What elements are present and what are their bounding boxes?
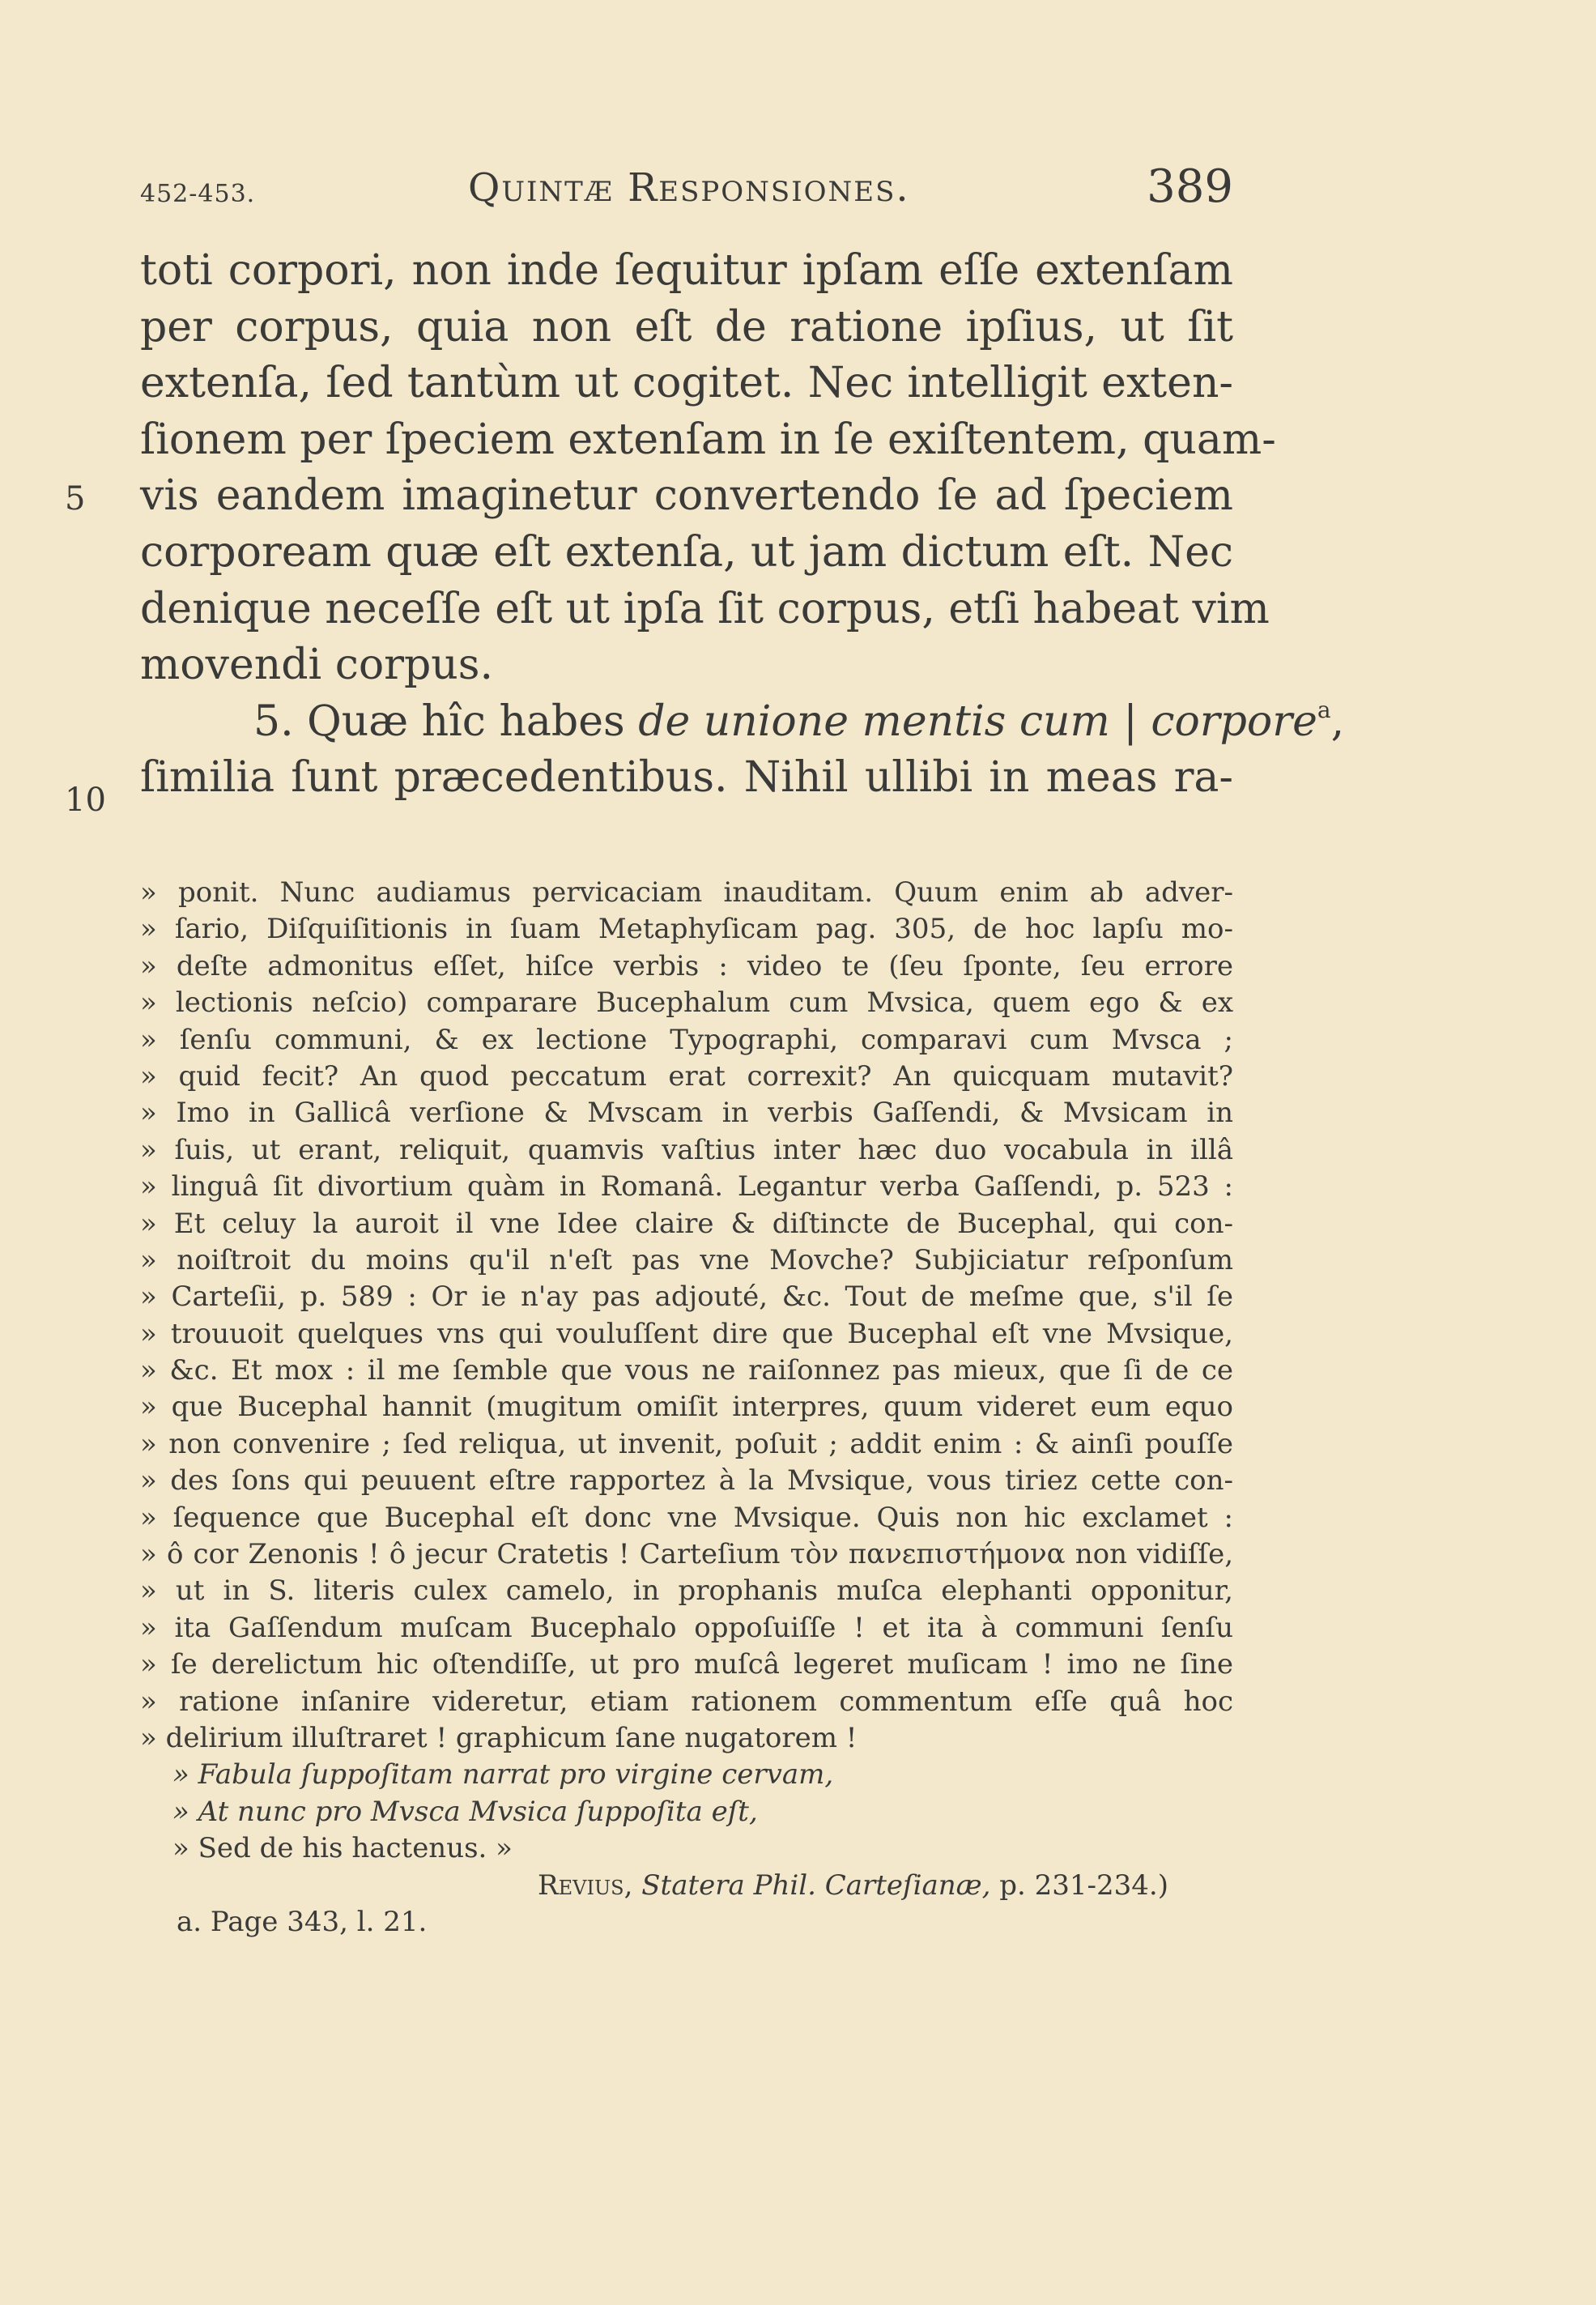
citation-pages: p. 231-234.) — [999, 1868, 1168, 1902]
footnote-line: » ſario, Diſquiſitionis in ſuam Metaphyſicam pag. 305, de hoc lapſu mo- — [140, 913, 1233, 946]
main-line: extenſa, ſed tantùm ut cogitet. Nec intelligit exten- — [140, 359, 1233, 408]
footnote-block — [140, 875, 1233, 1941]
footnote-line: » ſuis, ut erant, reliquit, quamvis vaſtius inter hæc duo vocabula in illâ — [140, 1133, 1233, 1166]
citation — [140, 1868, 1233, 1904]
main-line: corpoream quæ eſt extenſa, ut jam dictum eſt. Nec — [140, 527, 1233, 577]
footnote-line: » ſenſu communi, & ex lectione Typographi, comparavi cum Mvsca ; — [140, 1023, 1233, 1056]
main-line: ſionem per ſpeciem extenſam in ſe exiſtentem, quam- — [140, 415, 1276, 464]
page-number: 389 — [1147, 160, 1233, 213]
footnote-line: » ratione inſanire videretur, etiam rationem commentum eſſe quâ hoc — [140, 1685, 1233, 1718]
footnote-line: » non convenire ; ſed reliqua, ut invenit, poſuit ; addit enim : & ainſi pouſſe — [140, 1427, 1233, 1460]
verse-line: » At nunc pro Mvsca Mvsica ſuppoſita eſt, — [172, 1795, 758, 1828]
running-title: Quintæ Responsiones. — [468, 165, 910, 211]
footnote-line: » Et celuy la auroit il vne Idee claire & diſtincte de Bucephal, qui con- — [140, 1207, 1233, 1240]
line-number-5: 5 — [65, 480, 86, 518]
main-line: vis eandem imaginetur convertendo ſe ad ſpeciem — [140, 471, 1233, 521]
footnote-line: » ita Gaſſendum muſcam Bucephalo oppoſuiſſe ! et ita à communi ſenſu — [140, 1611, 1233, 1644]
main-line: denique neceſſe eſt ut ipſa ſit corpus, etſi habeat vim — [140, 584, 1270, 633]
main-text — [140, 243, 1345, 807]
footnote-line: » ô cor Zenonis ! ô jecur Cratetis ! Carteſium τὸν πανεπιστήμονα non vidiſſe, — [140, 1538, 1233, 1571]
footnote-line: » ſequence que Bucephal eſt donc vne Mvsique. Quis non hic exclamet : — [140, 1501, 1233, 1534]
footnote-a: a. Page 343, l. 21. — [177, 1905, 428, 1938]
footnote-line: » ponit. Nunc audiamus pervicaciam inauditam. Quum enim ab adver- — [140, 876, 1233, 909]
main-line: ſimilia ſunt præcedentibus. Nihil ullibi in meas ra- — [140, 753, 1233, 803]
para5-italic-2: corpore — [1151, 697, 1317, 746]
footnote-line: » &c. Et mox : il me ſemble que vous ne raiſonnez pas mieux, que ſi de ce — [140, 1354, 1233, 1387]
verse-line: » Fabula ſuppoſitam narrat pro virgine cervam, — [172, 1758, 834, 1792]
para5-start: 5. Quæ hîc habes — [253, 697, 639, 746]
page-range: 452-453. — [140, 180, 256, 208]
main-line: per corpus, quia non eſt de ratione ipſius, ut ſit — [140, 302, 1233, 352]
footnote-line: » Carteſii, p. 589 : Or ie n'ay pas adjouté, &c. Tout de meſme que, s'il ſe — [140, 1280, 1233, 1314]
footnote-line: » trouuoit quelques vns qui vouluſſent dire que Bucephal eſt vne Mvsique, — [140, 1317, 1233, 1350]
page-header — [140, 160, 1233, 222]
footnote-line: » deſte admonitus eſſet, hiſce verbis : video te (ſeu ſponte, ſeu errore — [140, 949, 1233, 982]
footnote-ref-a: a — [1317, 696, 1331, 723]
main-line: toti corpori, non inde ſequitur ipſam eſſe extenſam — [140, 246, 1233, 295]
main-line: movendi corpus. — [140, 641, 493, 690]
footnote-line: » Imo in Gallicâ verſione & Mvscam in verbis Gaſſendi, & Mvsicam in — [140, 1097, 1233, 1130]
footnote-line: » noiſtroit du moins qu'il n'eſt pas vne Movche? Subjiciatur reſponſum — [140, 1243, 1233, 1276]
footnote-line: » quid fecit? An quod peccatum erat correxit? An quicquam mutavit? — [140, 1059, 1233, 1093]
page-break-marker: | — [1109, 697, 1151, 746]
footnote-line: » delirium illuſtraret ! graphicum ſane nugatorem ! — [140, 1721, 858, 1754]
footnote-line: » linguâ ſit divortium quàm in Romanâ. Legantur verba Gaſſendi, p. 523 : — [140, 1170, 1233, 1204]
para5-italic-1: de unione mentis cum — [638, 697, 1110, 746]
verse-line: » Sed de his hactenus. » — [172, 1832, 513, 1865]
citation-author: Revius, — [538, 1868, 633, 1902]
footnote-line: » lectionis neſcio) comparare Bucephalum cum Mvsica, quem ego & ex — [140, 986, 1233, 1020]
footnote-line: » des ſons qui peuuent eſtre rapportez à la Mvsique, vous tiriez cette con- — [140, 1464, 1233, 1498]
paragraph-5-first-line — [140, 694, 1345, 751]
footnote-line: » que Bucephal hannit (mugitum omiſit interpres, quum videret eum equo — [140, 1391, 1233, 1424]
footnote-line: » ſe derelictum hic oſtendiſſe, ut pro muſcâ legeret muſicam ! imo ne ſine — [140, 1648, 1233, 1681]
footnote-line: » ut in S. literis culex camelo, in prophanis muſca elephanti opponitur, — [140, 1574, 1233, 1608]
para5-end: , — [1330, 697, 1345, 746]
line-number-10: 10 — [65, 782, 106, 819]
citation-work: Statera Phil. Carteſianæ, — [641, 1868, 991, 1902]
